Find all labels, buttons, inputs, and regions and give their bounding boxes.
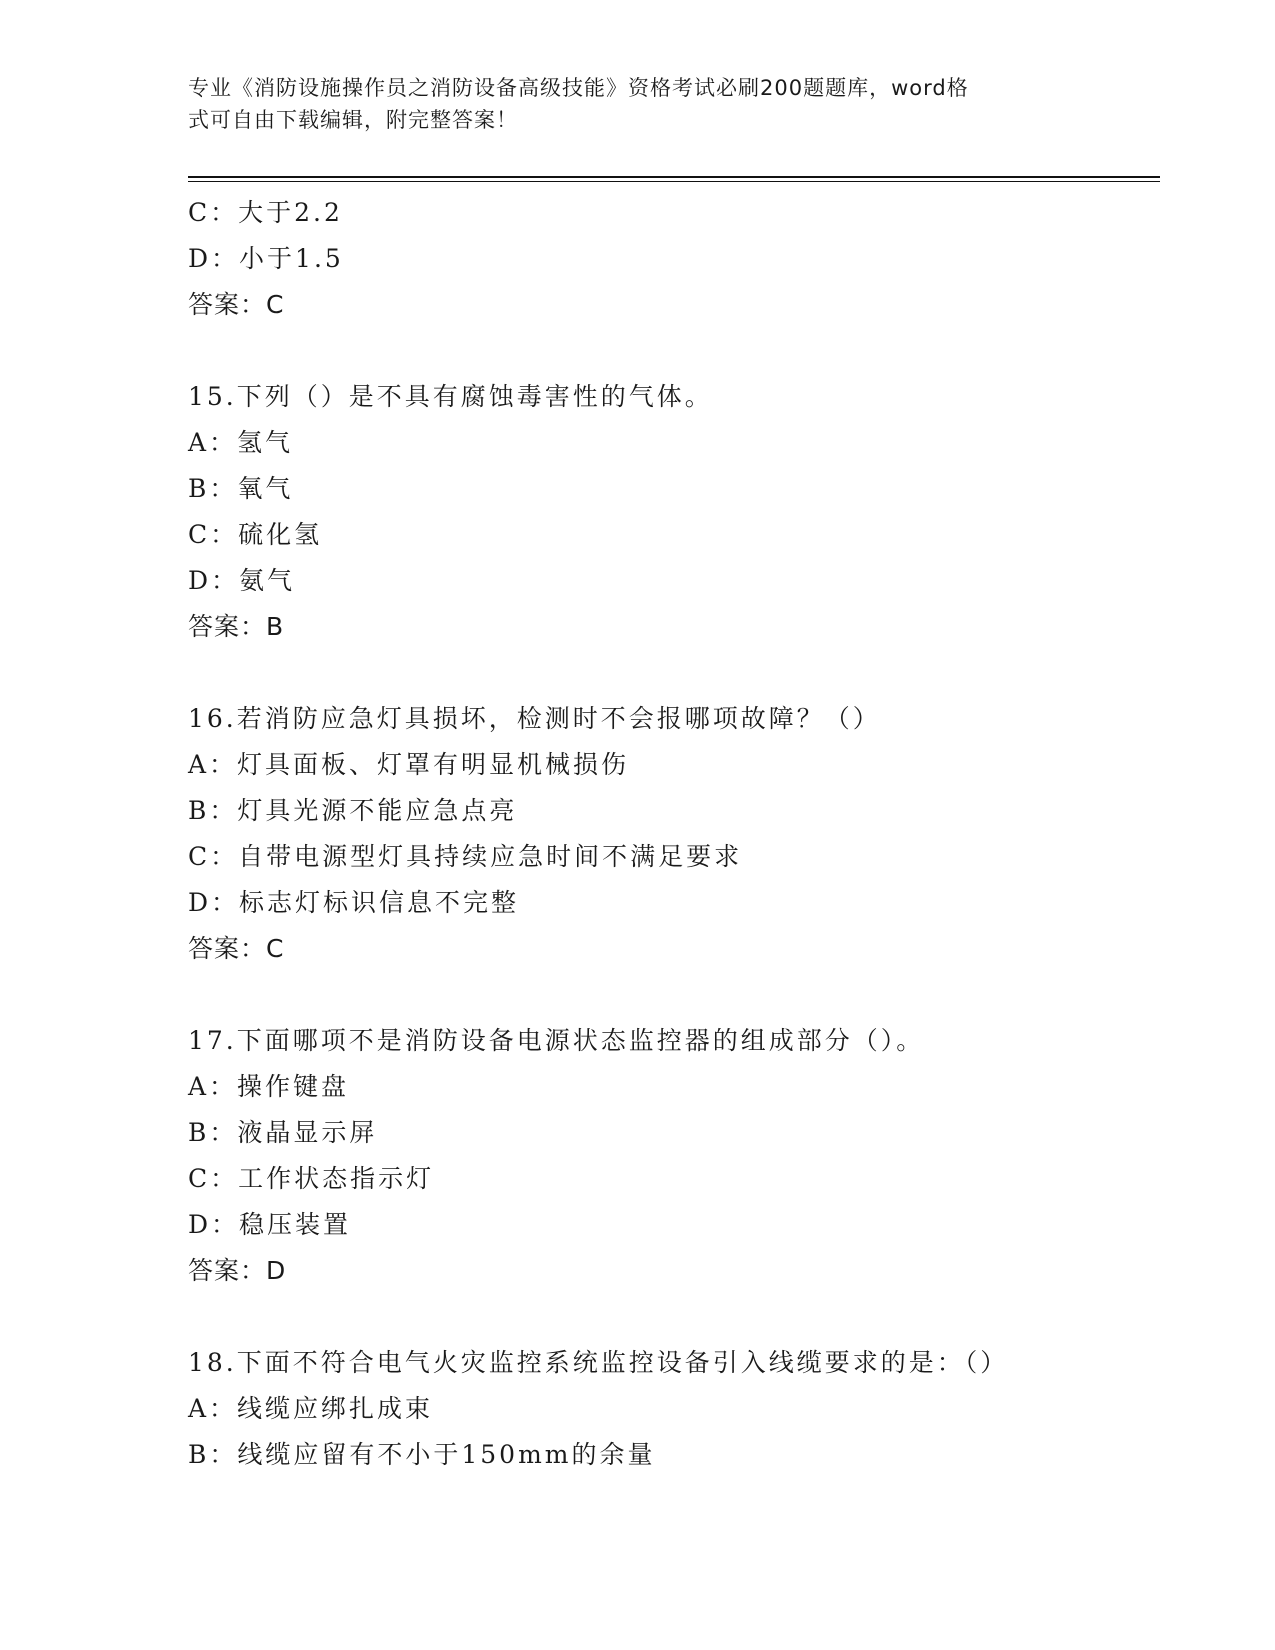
question-stem: 16.若消防应急灯具损坏，检测时不会报哪项故障？（）: [188, 704, 881, 733]
document-header: [188, 72, 1078, 136]
option-a: A：线缆应绑扎成束: [188, 1394, 434, 1423]
option-a: A：氢气: [188, 428, 294, 457]
option-b: B：氧气: [188, 474, 294, 503]
option-d: D：标志灯标识信息不完整: [188, 888, 520, 917]
answer: 答案：C: [188, 290, 285, 319]
header-divider-thick: [188, 176, 1160, 178]
header-line-1: 专业《消防设施操作员之消防设备高级技能》资格考试必刷200题题库，word格: [188, 76, 969, 100]
option-a: A：灯具面板、灯罩有明显机械损伤: [188, 750, 630, 779]
option-c: C：工作状态指示灯: [188, 1164, 435, 1193]
option-d: D：小于1.5: [188, 244, 344, 273]
question-stem: 15.下列（）是不具有腐蚀毒害性的气体。: [188, 382, 713, 411]
option-c: C：大于2.2: [188, 198, 343, 227]
question-17: [188, 1018, 1168, 1294]
question-list: [188, 190, 1168, 1478]
option-a: A：操作键盘: [188, 1072, 350, 1101]
option-b: B：液晶显示屏: [188, 1118, 378, 1147]
option-d: D：稳压装置: [188, 1210, 352, 1239]
header-divider-thin: [188, 181, 1160, 182]
question-16: [188, 696, 1168, 972]
option-d: D：氨气: [188, 566, 296, 595]
answer: 答案：B: [188, 612, 285, 641]
option-b: B：灯具光源不能应急点亮: [188, 796, 518, 825]
answer: 答案：D: [188, 1256, 287, 1285]
answer: 答案：C: [188, 934, 285, 963]
option-c: C：自带电源型灯具持续应急时间不满足要求: [188, 842, 743, 871]
question-stem: 18.下面不符合电气火灾监控系统监控设备引入线缆要求的是：（）: [188, 1348, 1009, 1377]
question-18: [188, 1340, 1168, 1478]
option-c: C：硫化氢: [188, 520, 323, 549]
question-stem: 17.下面哪项不是消防设备电源状态监控器的组成部分（）。: [188, 1026, 925, 1055]
option-b: B：线缆应留有不小于150mm的余量: [188, 1440, 656, 1469]
question-15: [188, 374, 1168, 650]
header-line-2: 式可自由下载编辑，附完整答案！: [188, 108, 518, 132]
